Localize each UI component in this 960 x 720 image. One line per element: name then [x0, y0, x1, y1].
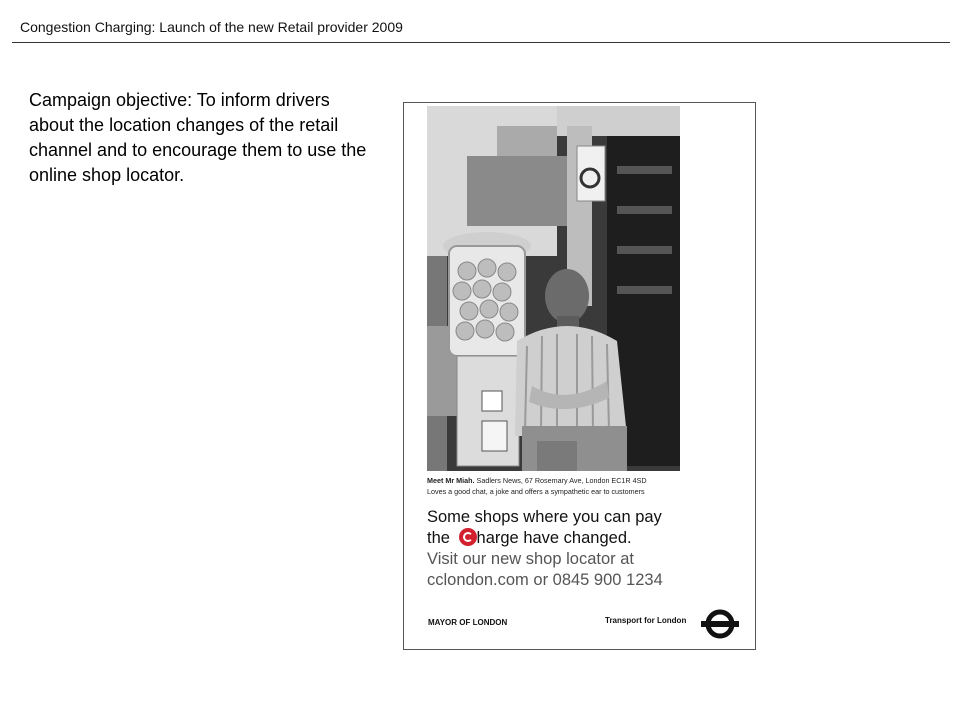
headline-line-1: Some shops where you can pay [427, 508, 662, 526]
headline-line-3: Visit our new shop locator at [427, 550, 634, 568]
campaign-objective-text: Campaign objective: To inform drivers about the location changes of the retail channel and to encourage them to use the online shop locator. [29, 90, 367, 185]
transport-for-london-label: Transport for London [605, 616, 687, 625]
headline-line-4: cclondon.com or 0845 900 1234 [427, 571, 663, 589]
shopkeeper-photo [427, 106, 680, 471]
headline-line-2 [427, 528, 747, 549]
caption-name: Meet Mr Miah. [427, 476, 475, 485]
slide-title: Congestion Charging: Launch of the new Retail provider 2009 [20, 19, 403, 35]
header-divider [12, 42, 950, 43]
headline-line-2-start: the [427, 529, 455, 547]
poster [403, 102, 756, 650]
mayor-of-london-logo: MAYOR OF LONDON [428, 618, 508, 627]
caption-description: Loves a good chat, a joke and offers a sympathetic ear to customers [427, 487, 645, 496]
poster-headline [427, 507, 747, 591]
caption-address: Sadlers News, 67 Rosemary Ave, London EC1R 4SD [474, 476, 647, 485]
congestion-charge-c-icon [459, 528, 477, 546]
poster-caption [427, 475, 727, 497]
tfl-roundel-icon [700, 609, 740, 639]
headline-line-2-end: harge have changed. [476, 529, 632, 547]
